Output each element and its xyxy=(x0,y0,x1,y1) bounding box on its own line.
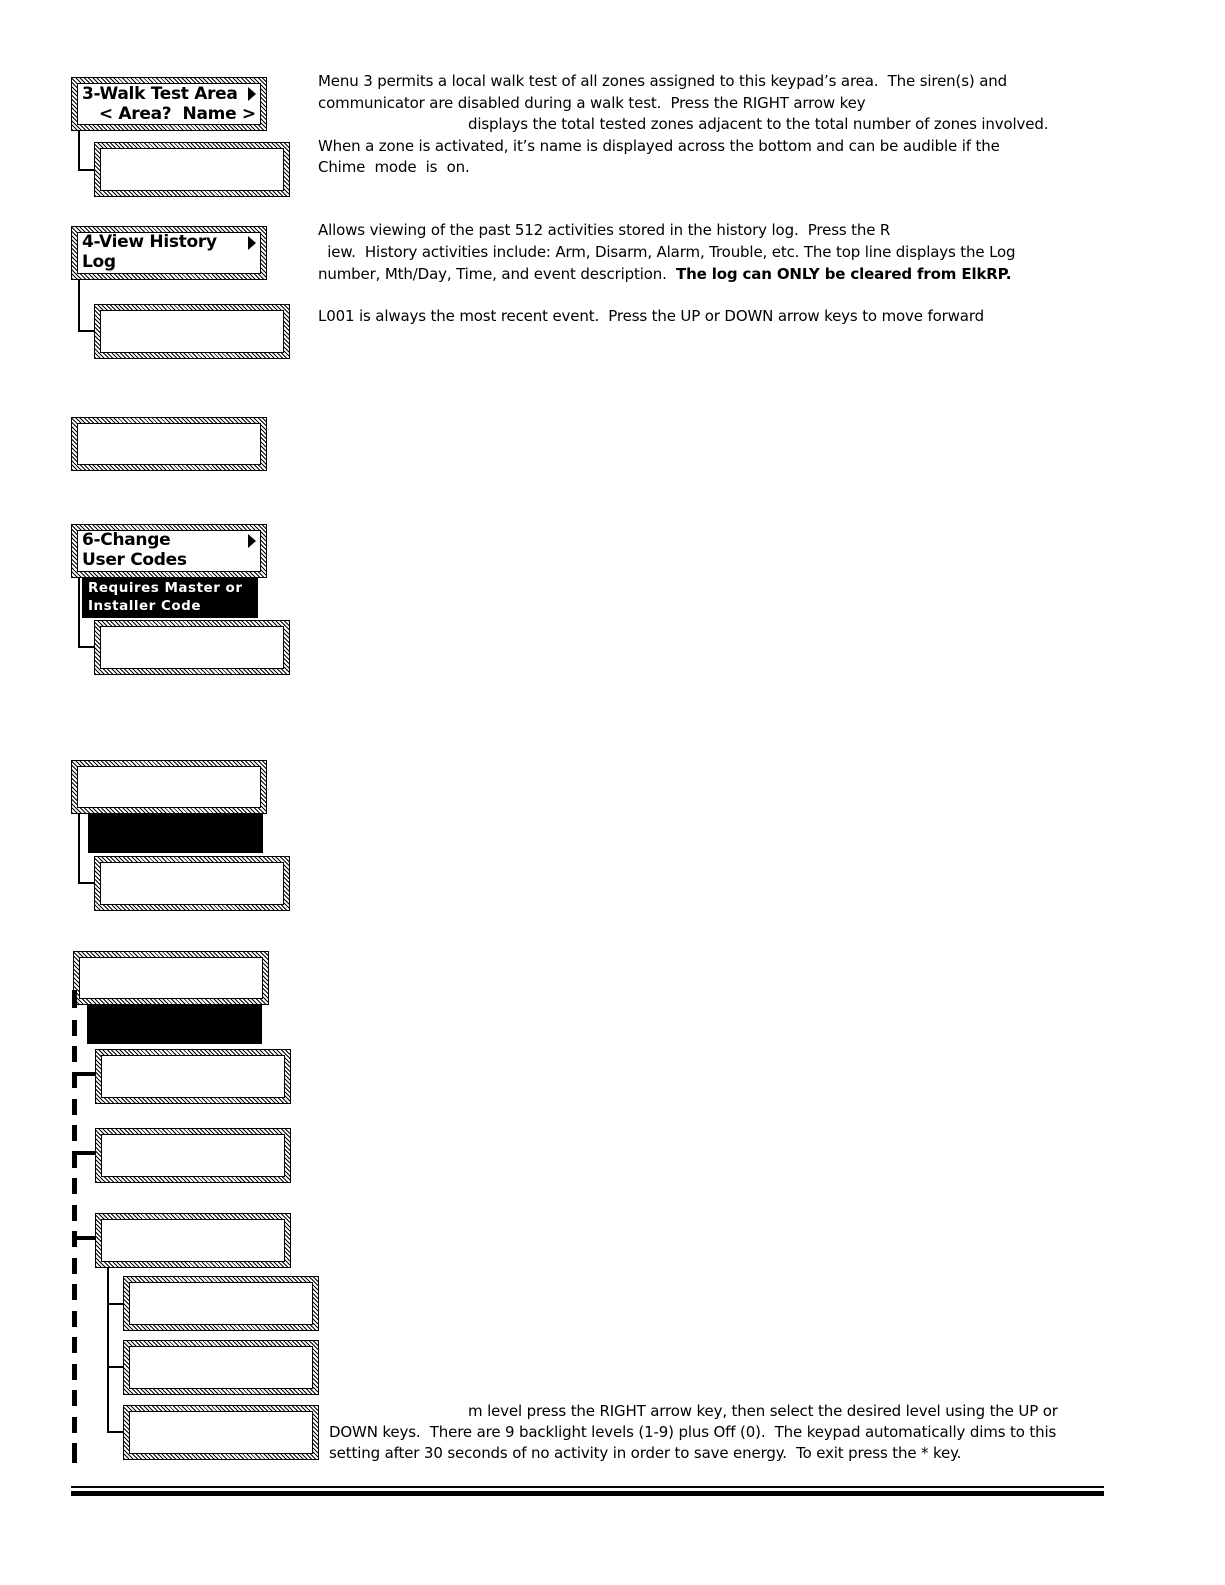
backlight-sub-display-2 xyxy=(123,1340,319,1395)
master-code-note xyxy=(82,578,258,618)
change-codes-line1: 6-Change xyxy=(82,530,171,550)
history-text-line3 xyxy=(318,264,1011,286)
backlight-text-line2: DOWN keys. There are 9 backlight levels (1-9) plus Off (0). The keypad automatically dims to this xyxy=(329,1423,1057,1441)
walk-test-line2: < Area? Name > xyxy=(82,104,256,124)
menu-8-note xyxy=(87,1005,262,1044)
note-line1: Requires Master or xyxy=(88,580,243,596)
dashed-connector xyxy=(72,1284,77,1300)
connector xyxy=(107,1268,109,1432)
menu-7-sub-display xyxy=(94,856,290,911)
history-text-line2: iew. History activities include: Arm, Disarm, Alarm, Trouble, etc. The top line displays the Log xyxy=(318,243,1016,261)
walk-test-text-line5: Chime mode is on. xyxy=(318,158,470,176)
dashed-connector xyxy=(72,1364,77,1380)
menu-7-display xyxy=(71,760,267,814)
right-arrow-icon xyxy=(248,87,256,101)
dashed-connector xyxy=(72,1311,77,1327)
menu-7-note xyxy=(88,814,263,853)
footer-rule-thick xyxy=(71,1491,1104,1496)
history-text-line4: L001 is always the most recent event. Press the UP or DOWN arrow keys to move forward xyxy=(318,307,984,325)
dashed-connector xyxy=(72,1178,77,1194)
backlight-text-line3: setting after 30 seconds of no activity in order to save energy. To exit press the * key. xyxy=(329,1444,962,1462)
walk-test-sub-display xyxy=(94,142,290,197)
dashed-connector xyxy=(72,1020,77,1036)
history-text-line3-b: The log can ONLY be cleared from ElkRP. xyxy=(676,265,1012,283)
walk-test-text-line4: When a zone is activated, it’s name is displayed across the bottom and can be audible if the xyxy=(318,137,1000,155)
view-history-sub-display xyxy=(94,304,290,359)
menu-8-sub-display-3 xyxy=(95,1213,291,1268)
dashed-connector xyxy=(72,1443,77,1463)
connector xyxy=(78,578,80,647)
menu-8-sub-display-2 xyxy=(95,1128,291,1183)
backlight-sub-display-1 xyxy=(123,1276,319,1331)
dashed-connector xyxy=(72,1417,77,1433)
change-codes-line2: User Codes xyxy=(82,550,187,570)
backlight-text-line1: m level press the RIGHT arrow key, then select the desired level using the UP or xyxy=(468,1402,1058,1420)
connector xyxy=(78,131,80,170)
walk-test-line1: 3-Walk Test Area xyxy=(82,84,238,104)
menu-4-view-history-display xyxy=(71,226,267,280)
connector xyxy=(78,280,80,331)
change-codes-sub-display xyxy=(94,620,290,675)
backlight-sub-display-3 xyxy=(123,1405,319,1460)
view-history-line2: Log xyxy=(82,252,116,272)
dashed-connector xyxy=(72,1205,77,1221)
right-arrow-icon xyxy=(248,534,256,548)
menu-5-display xyxy=(71,417,267,471)
view-history-line1: 4-View History xyxy=(82,232,217,252)
dashed-connector xyxy=(72,1125,77,1141)
footer-rule-thin xyxy=(71,1486,1104,1488)
dashed-connector xyxy=(72,1258,77,1274)
note-line2: Installer Code xyxy=(88,598,202,614)
dashed-connector xyxy=(72,990,77,1008)
history-text-line3-a: number, Mth/Day, Time, and event description. xyxy=(318,265,676,283)
menu-8-sub-display-1 xyxy=(95,1049,291,1104)
menu-6-change-codes-display xyxy=(71,524,267,578)
dashed-connector xyxy=(72,1099,77,1115)
dashed-connector xyxy=(72,1337,77,1353)
dashed-connector xyxy=(72,1046,77,1062)
walk-test-text-line2: communicator are disabled during a walk test. Press the RIGHT arrow key xyxy=(318,94,866,112)
connector xyxy=(78,814,80,883)
menu-3-walk-test-display xyxy=(71,77,267,131)
walk-test-text-line1: Menu 3 permits a local walk test of all zones assigned to this keypad’s area. The siren(s) and xyxy=(318,72,1007,90)
history-text-line1: Allows viewing of the past 512 activities stored in the history log. Press the R xyxy=(318,221,891,239)
menu-8-display xyxy=(73,951,269,1005)
dashed-connector xyxy=(72,1390,77,1406)
walk-test-text-line3: displays the total tested zones adjacent to the total number of zones involved. xyxy=(468,115,1049,133)
right-arrow-icon xyxy=(248,236,256,250)
